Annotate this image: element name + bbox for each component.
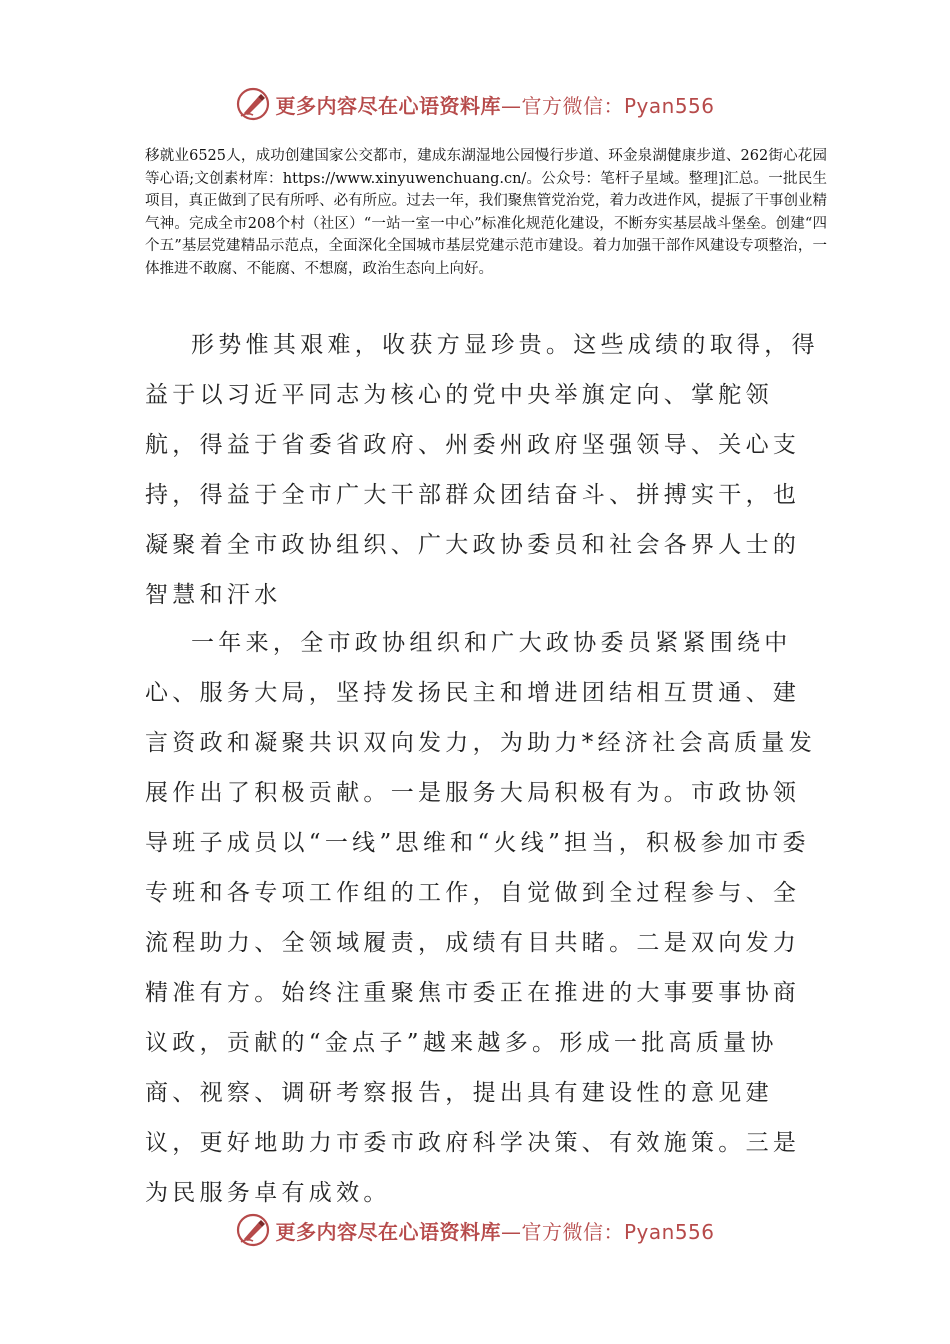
banner-dash: —	[500, 1219, 522, 1244]
banner-wechat-label: 官方微信：	[521, 93, 624, 118]
banner-wechat-label: 官方微信：	[521, 1219, 624, 1244]
banner-dash: —	[500, 93, 522, 118]
pen-logo-icon	[235, 1212, 271, 1248]
banner-brand: 更多内容尽在心语资料库	[275, 93, 501, 118]
footer-banner	[0, 1208, 950, 1252]
body-paragraph-2: 一年来，全市政协组织和广大政协委员紧紧围绕中心、服务大局，坚持发扬民主和增进团结相互贯通、建言资政和凝聚共识双向发力，为助力*经济社会高质量发展作出了积极贡献。一是服务大局积极有为。市政协领导班子成员以“一线”思维和“火线”担当，积极参加市委专班和各专项工作组的工作，自觉做到全过程参与、全流程助力、全领域履责，成绩有目共睹。二是双向发力精准有方。始终注重聚焦市委正在推进的大事要事协商议政，贡献的“金点子”越来越多。形成一批高质量协商、视察、调研考察报告，提出具有建设性的意见建议，更好地助力市委市政府科学决策、有效施策。三是为民服务卓有成效。	[145, 630, 816, 1206]
banner-brand: 更多内容尽在心语资料库	[275, 1219, 501, 1244]
header-banner	[0, 82, 950, 126]
body-paragraph-1: 形势惟其艰难，收获方显珍贵。这些成绩的取得，得益于以习近平同志为核心的党中央举旗定向、掌舵领航，得益于省委省政府、州委州政府坚强领导、关心支持，得益于全市广大干部群众团结奋斗、拼搏实干，也凝聚着全市政协组织、广大政协委员和社会各界人士的智慧和汗水	[145, 332, 819, 608]
intro-paragraph: 移就业6525人，成功创建国家公交都市，建成东湖湿地公园慢行步道、环金泉湖健康步道、262街心花园等心语;文创素材库：https://www.xinyuwenchuang.cn/。公众号：笔杆子星域。整理]汇总。一批民生项目，真正做到了民有所呼、必有所应。过去一年，我们聚焦管党治党，着力改进作风，提振了干事创业精气神。完成全市208个村（社区）“一站一室一中心”标准化规范化建设，不断夯实基层战斗堡垒。创建“四个五”基层党建精品示范点，全面深化全国城市基层党建示范市建设。着力加强干部作风建设专项整治，一体推进不敢腐、不能腐、不想腐，政治生态向上向好。	[145, 148, 827, 277]
banner-text	[275, 1216, 714, 1245]
pen-logo-icon	[235, 86, 271, 122]
banner-wechat-id: Pyan556	[623, 1219, 715, 1244]
banner-wechat-id: Pyan556	[623, 93, 715, 118]
banner-text	[275, 90, 714, 119]
